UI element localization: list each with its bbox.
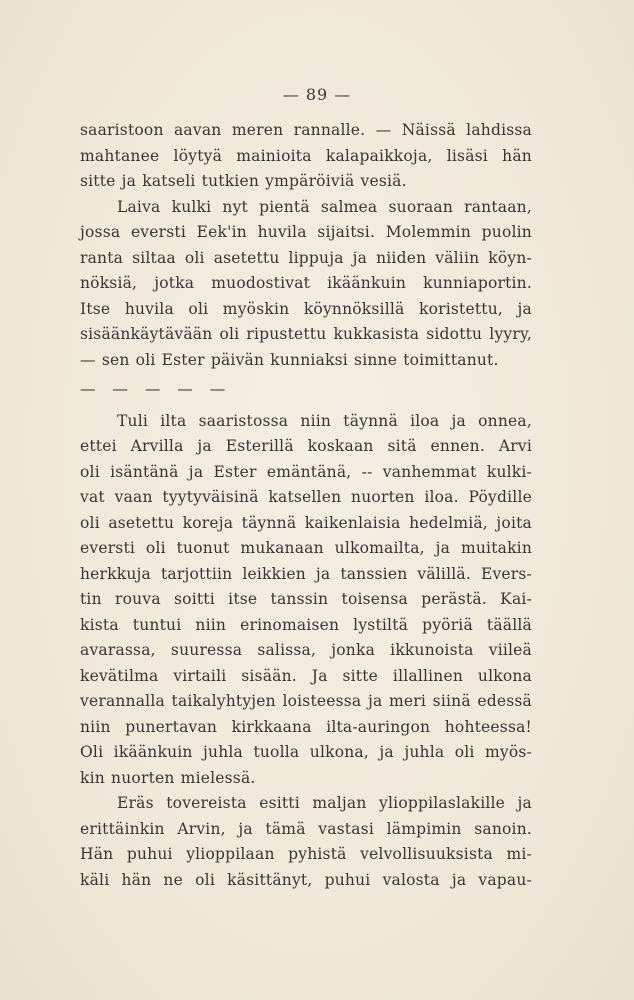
text-line: ranta siltaa oli asetettu lippuja ja niiden väliin köyn-	[80, 248, 532, 267]
text-line: erittäinkin Arvin, ja tämä vastasi lämpimin sanoin.	[80, 819, 532, 838]
text-line: herkkuja tarjottiin leikkien ja tanssien välillä. Evers-	[80, 564, 532, 583]
text-line: jossa eversti Eek'in huvila sijaitsi. Molemmin puolin	[80, 223, 532, 241]
text-line: käli hän ne oli käsittänyt, puhui valosta ja vapau-	[80, 870, 532, 889]
text-line: Tuli ilta saaristossa niin täynnä iloa ja onnea,	[117, 411, 532, 430]
section-separator: — — — — —	[80, 380, 232, 398]
text-line: kin nuorten mielessä.	[80, 768, 256, 787]
text-line: sitte ja katseli tutkien ympäröiviä vesiä.	[80, 172, 407, 190]
text-line: Oli ikäänkuin juhla tuolla ulkona, ja juhla oli myös-	[80, 743, 532, 761]
text-line: oli asetettu koreja täynnä kaikenlaisia hedelmiä, joita	[80, 513, 532, 532]
text-line: Itse huvila oli myöskin köynnöksillä koristettu, ja	[80, 299, 532, 318]
body-text	[80, 118, 532, 893]
text-line: oli isäntänä ja Ester emäntänä, -- vanhemmat kulki-	[80, 462, 532, 481]
paragraph-3	[80, 409, 532, 792]
text-line: tin rouva soitti itse tanssin toisensa perästä. Kai-	[80, 590, 532, 608]
text-line: nöksiä, jotka muodostivat ikäänkuin kunniaportin.	[80, 274, 532, 292]
text-line: Laiva kulki nyt pientä salmea suoraan rantaan,	[117, 197, 532, 216]
text-line: avarassa, suuressa salissa, jonka ikkunoista viileä	[80, 641, 532, 659]
text-line: mahtanee löytyä mainioita kalapaikkoja, lisäsi hän	[80, 146, 532, 165]
text-line: kista tuntui niin erinomaisen lystiltä pyöriä täällä	[80, 615, 532, 634]
text-line: Hän puhui ylioppilaan pyhistä velvollisuuksista mi-	[80, 845, 532, 863]
text-line: eversti oli tuonut mukanaan ulkomailta, ja muitakin	[80, 539, 532, 557]
text-line: verannalla taikalyhtyjen loisteessa ja meri siinä edessä	[80, 692, 532, 710]
paragraph-1	[80, 118, 532, 195]
text-line: ettei Arvilla ja Esterillä koskaan sitä ennen. Arvi	[80, 437, 532, 455]
text-line: — sen oli Ester päivän kunniaksi sinne toimittanut.	[80, 350, 499, 369]
paragraph-4	[80, 791, 532, 893]
text-line: kevätilma virtaili sisään. Ja sitte illallinen ulkona	[80, 666, 532, 685]
text-line: sisäänkäytävään oli ripustettu kukkasista sidottu lyyry,	[80, 325, 532, 343]
text-line: vat vaan tyytyväisinä katsellen nuorten iloa. Pöydille	[80, 488, 532, 506]
page-number: — 89 —	[282, 85, 352, 104]
text-line: Eräs tovereista esitti maljan ylioppilaslakille ja	[117, 794, 532, 812]
paragraph-2	[80, 195, 532, 374]
text-line: saaristoon aavan meren rannalle. — Näissä lahdissa	[80, 121, 532, 139]
text-line: niin punertavan kirkkaana ilta-auringon hohteessa!	[80, 717, 532, 736]
